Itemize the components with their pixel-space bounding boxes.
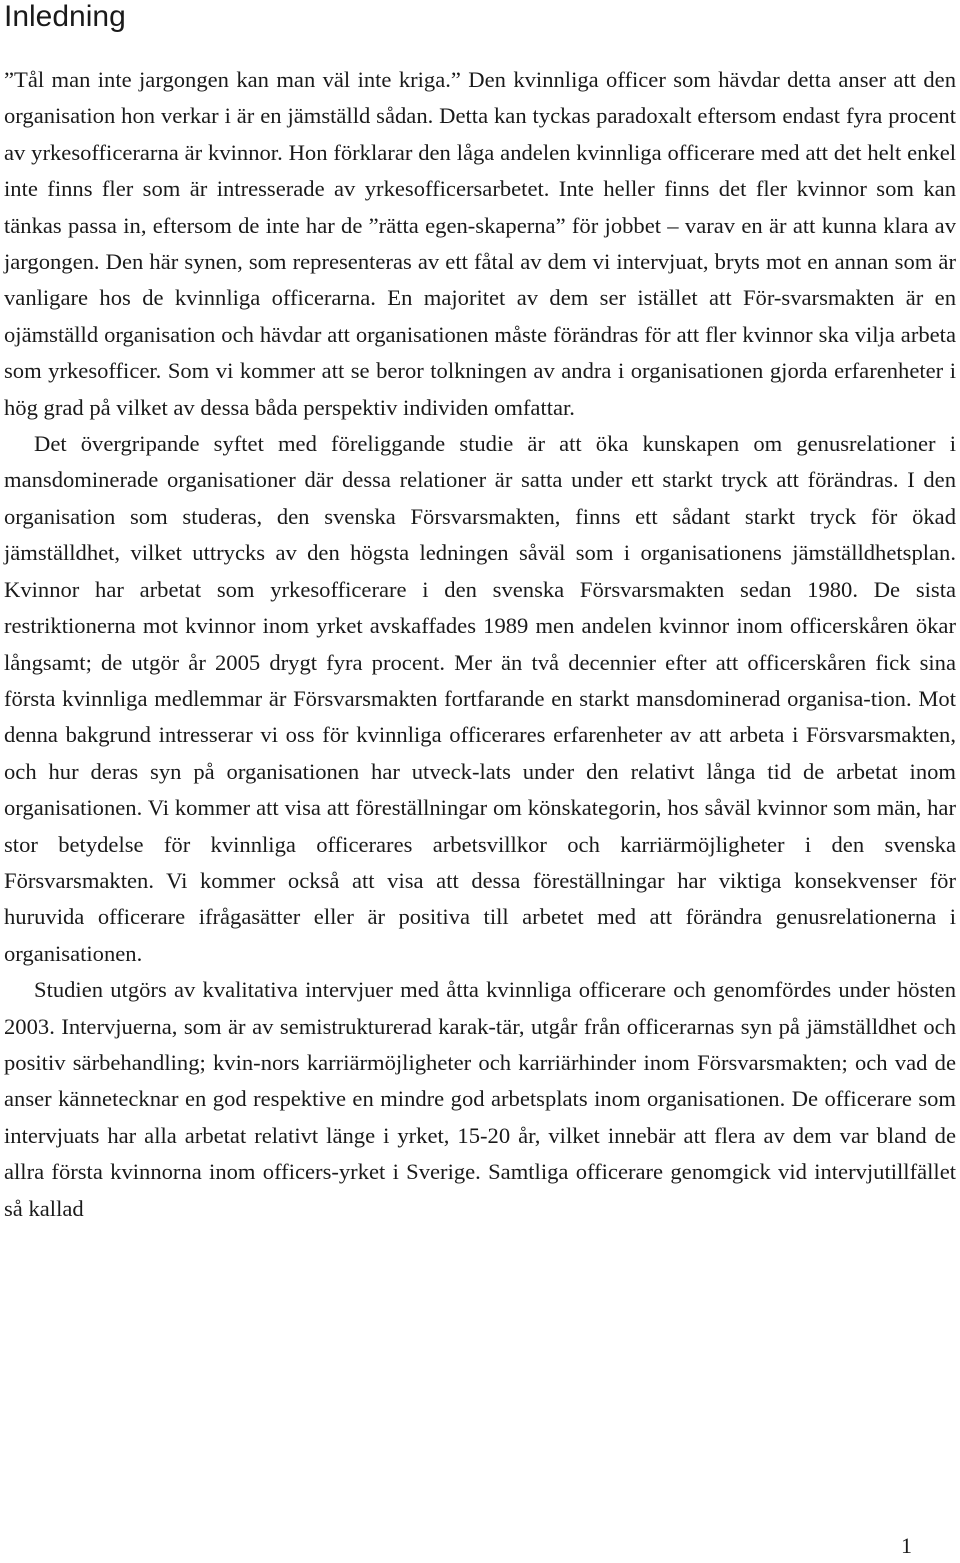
- paragraph-2: Det övergripande syftet med föreliggande studie är att öka kunskapen om genusrelationer i mansdominerade organisationer där dessa relationer är satta under ett starkt tryck att förändras. I den organisation som studeras, den svenska Försvarsmakten, finns ett sådant starkt tryck för ökad jämställdhet, vilket uttrycks av den högsta ledningen såväl som i organisationens jämställdhetsplan. Kvinnor har arbetat som yrkesofficerare i den svenska Försvarsmakten sedan 1980. De sista restriktionerna mot kvinnor inom yrket avskaffades 1989 men andelen kvinnor inom officerskåren ökar långsamt; de utgör år 2005 drygt fyra procent. Mer än två decennier efter att officerskåren fick sina första kvinnliga medlemmar är Försvarsmakten fortfarande en starkt mansdominerad organisa-tion. Mot denna bakgrund intresserar vi oss för kvinnliga officerares erfarenheter av att arbeta i Försvarsmakten, och hur deras syn på organisationen har utveck-lats under den relativt långa tid de arbetat inom organisationen. Vi kommer att visa att föreställningar om könskategorin, hos såväl kvinnor som män, har stor betydelse för kvinnliga officerares arbetsvillkor och karriärmöjligheter i den svenska Försvarsmakten. Vi kommer också att visa att dessa föreställningar har viktiga konsekvenser för huruvida officerare ifrågasätter eller är positiva till arbetet med att förändra genusrelationerna i organisationen.: [4, 431, 956, 966]
- section-heading: Inledning: [4, 0, 126, 33]
- page-number: 1: [901, 1533, 912, 1558]
- paragraph-1: ”Tål man inte jargongen kan man väl inte kriga.” Den kvinnliga officer som hävdar detta anser att den organisation hon verkar i är en jämställd sådan. Detta kan tyckas paradoxalt eftersom endast fyra procent av yrkesofficerarna är kvinnor. Hon förklarar den låga andelen kvinnliga officerare med att det helt enkel inte finns fler som är intresserade av yrkesofficersarbetet. Inte heller finns det fler kvinnor som kan tänkas passa in, eftersom de inte har de ”rätta egen-skaperna” för jobbet – varav en är att kunna klara av jargongen. Den här synen, som representeras av ett fåtal av dem vi intervjuat, bryts mot en annan som är vanligare hos de kvinnliga officerarna. En majoritet av dem ser istället att För-svarsmakten är en ojämställd organisation och hävdar att organisationen måste förändras för att fler kvinnor ska vilja arbeta som yrkesofficer. Som vi kommer att se beror tolkningen av andra i organisationen gjorda erfarenheter i hög grad på vilket av dessa båda perspektiv individen omfattar.: [4, 67, 956, 420]
- body-text: [4, 62, 956, 1227]
- paragraph-3: Studien utgörs av kvalitativa intervjuer med åtta kvinnliga officerare och genomfördes under hösten 2003. Intervjuerna, som är av semistrukturerad karak-tär, utgår från officerarnas syn på jämställdhet och positiv särbehandling; kvin-nors karriärmöjligheter och karriärhinder inom Försvarsmakten; och vad de anser kännetecknar en god respektive en mindre god arbetsplats inom organisationen. De officerare som intervjuats har alla arbetat relativt länge i yrket, 15-20 år, vilket innebär att flera av dem var bland de allra första kvinnorna inom officers-yrket i Sverige. Samtliga officerare genomgick vid intervjutillfället så kallad: [4, 977, 956, 1221]
